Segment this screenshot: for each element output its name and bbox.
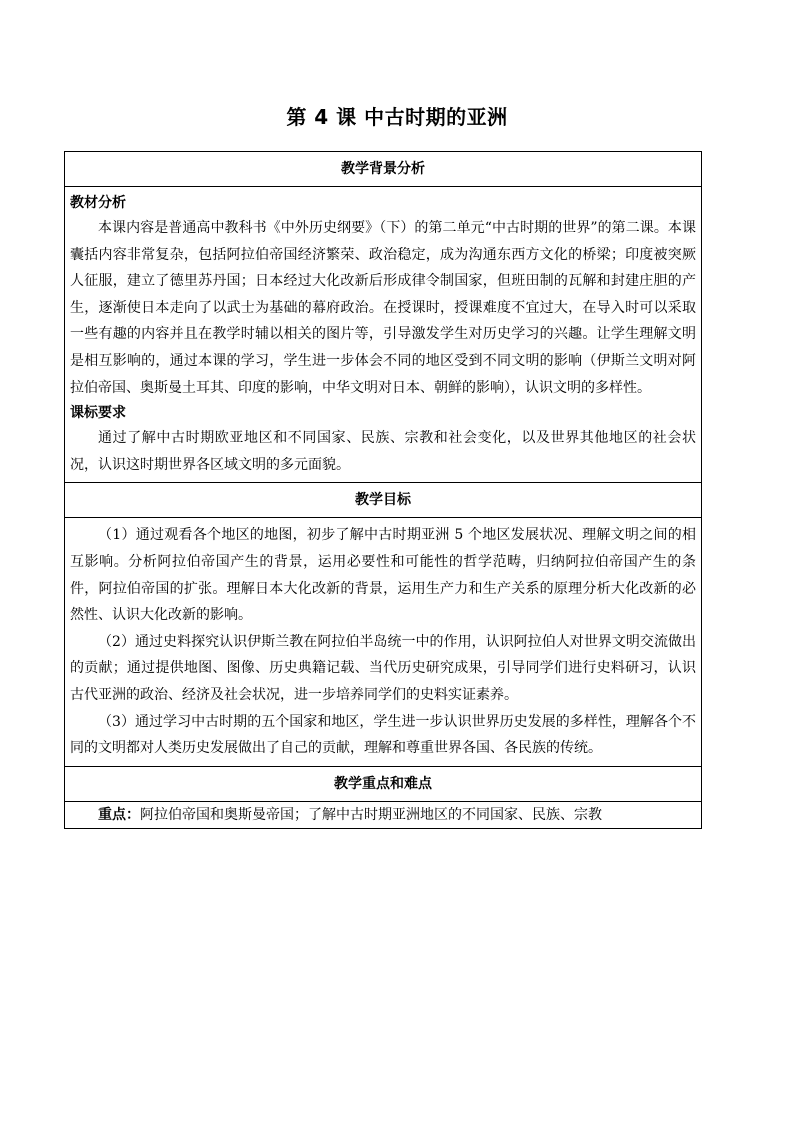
objectives-cell bbox=[65, 518, 702, 766]
focus-text: 阿拉伯帝国和奥斯曼帝国；了解中古时期亚洲地区的不同国家、民族、宗教 bbox=[140, 806, 602, 823]
curriculum-standard-heading: 课标要求 bbox=[70, 405, 126, 422]
section-header-key-points: 教学重点和难点 bbox=[65, 766, 702, 801]
section-header-background: 教学背景分析 bbox=[65, 152, 702, 187]
focus-paragraph bbox=[70, 802, 696, 828]
curriculum-standard-text: 通过了解中古时期欧亚地区和不同国家、民族、宗教和社会变化，以及世界其他地区的社会状况，认识这时期世界各区域文明的多元面貌。 bbox=[70, 430, 696, 473]
lesson-plan-table bbox=[64, 151, 702, 829]
objective-item: （2）通过史料探究认识伊斯兰教在阿拉伯半岛统一中的作用，认识阿拉伯人对世界文明交流做出的贡献；通过提供地图、图像、历史典籍记载、当代历史研究成果，引导同学们进行史料研习，认识古代亚洲的政治、经济及社会状况，进一步培养同学们的史料实证素养。 bbox=[70, 633, 696, 703]
textbook-analysis-heading: 教材分析 bbox=[70, 195, 126, 211]
objective-item: （3）通过学习中古时期的五个国家和地区，学生进一步认识世界历史发展的多样性，理解各个不同的文明都对人类历史发展做出了自己的贡献，理解和尊重世界各国、各民族的传统。 bbox=[70, 713, 696, 757]
page-title: 第 4 课 中古时期的亚洲 bbox=[286, 105, 508, 129]
key-points-cell bbox=[65, 801, 702, 828]
textbook-analysis-text: 本课内容是普通高中教科书《中外历史纲要》（下）的第二单元“中古时期的世界”的第二课。本课囊括内容非常复杂，包括阿拉伯帝国经济繁荣、政治稳定，成为沟通东西方文化的桥梁；印度被突厥人征服，建立了德里苏丹国；日本经过大化改新后形成律令制国家，但班田制的瓦解和封建庄胆的产生，逐渐使日本走向了以武士为基础的幕府政治。在授课时，授课难度不宜过大，在导入时可以采取一些有趣的内容并且在教学时辅以相关的图片等，引导激发学生对历史学习的兴趣。让学生理解文明是相互影响的，通过本课的学习，学生进一步体会不同的地区受到不同文明的影响（伊斯兰文明对阿拉伯帝国、奥斯曼土耳其、印度的影响，中华文明对日本、朝鲜的影响），认识文明的多样性。 bbox=[70, 220, 696, 396]
section-header-objectives: 教学目标 bbox=[65, 483, 702, 518]
background-cell bbox=[65, 187, 702, 483]
objective-item: （1）通过观看各个地区的地图，初步了解中古时期亚洲 5 个地区发展状况、理解文明之间的相互影响。分析阿拉伯帝国产生的背景，运用必要性和可能性的哲学范畴，归纳阿拉伯帝国产生的条件，阿拉伯帝国的扩张。理解日本大化改新的背景，运用生产力和生产关系的原理分析大化改新的必然性、认识大化改新的影响。 bbox=[70, 527, 696, 624]
focus-label: 重点： bbox=[98, 806, 140, 823]
